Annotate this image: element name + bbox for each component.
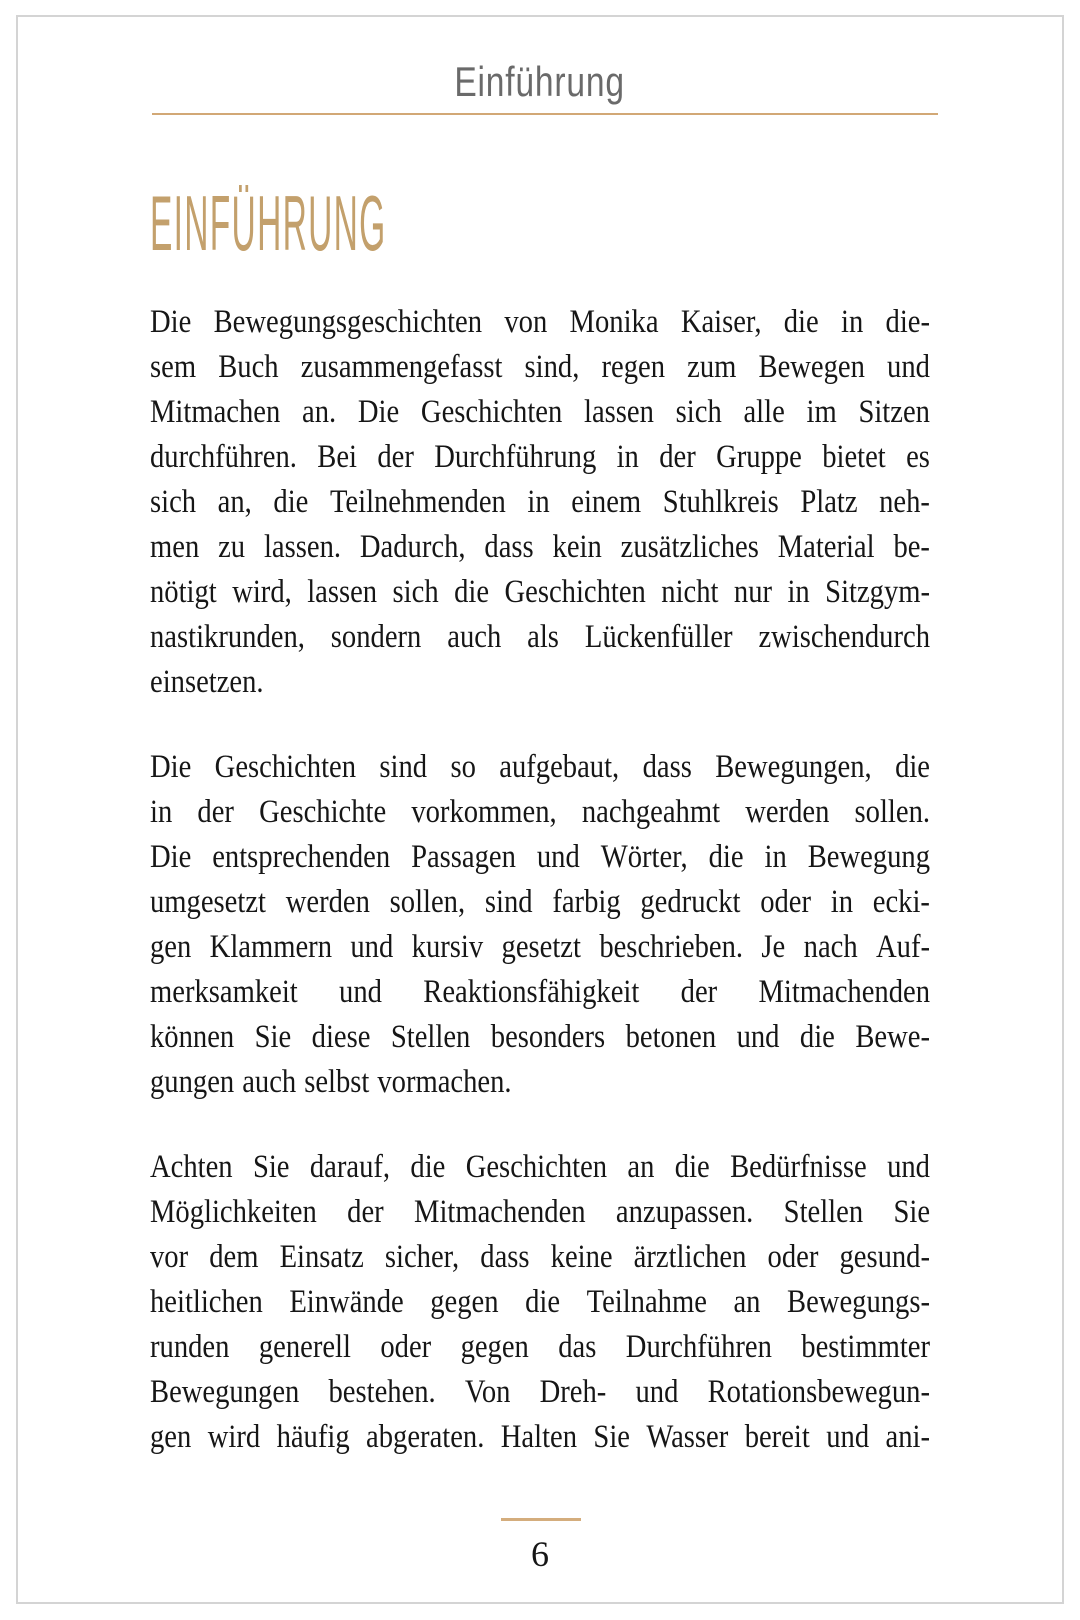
word: es (906, 439, 930, 475)
word: besonders (490, 1019, 606, 1055)
word: Geschichten (214, 749, 357, 785)
word: das (558, 1329, 597, 1365)
word: abgeraten. (366, 1419, 485, 1455)
word: Die (150, 749, 192, 785)
word: generell (258, 1329, 351, 1365)
word: nötigt (150, 574, 217, 610)
word: Stuhlkreis (662, 484, 779, 520)
word: nicht (661, 574, 719, 610)
word: sollen, (389, 884, 466, 920)
word: umgesetzt (150, 884, 266, 920)
word: die (525, 1284, 561, 1320)
word: Reaktionsfähigkeit (423, 974, 640, 1010)
word: Sie (893, 1194, 931, 1230)
word: in (841, 304, 864, 340)
word: Bedürfnisse (730, 1149, 867, 1185)
word: Halten (500, 1419, 578, 1455)
word: und (887, 349, 930, 385)
word: häufig (276, 1419, 350, 1455)
word: sondern (330, 619, 422, 655)
word: Stellen (390, 1019, 471, 1055)
text-line (150, 1190, 930, 1235)
text-line (150, 435, 930, 480)
text-line (150, 835, 930, 880)
word: der (659, 439, 696, 475)
word: Mitmachenden (758, 974, 931, 1010)
word: nachgeahmt (581, 794, 721, 830)
word: sich (392, 574, 439, 610)
word: vormachen. (377, 1064, 512, 1100)
word: Die (357, 394, 400, 430)
text-line (150, 480, 930, 525)
word: als (527, 619, 559, 655)
word: Passagen (411, 839, 516, 875)
word: ani- (885, 1419, 931, 1455)
word: Bewegungen (150, 1374, 300, 1410)
word: in (527, 484, 550, 520)
word: Von (464, 1374, 511, 1410)
word: Bei (317, 439, 357, 475)
word: Mitmachenden (414, 1194, 586, 1230)
word: im (806, 394, 837, 430)
word: zu (218, 529, 246, 565)
word: der (680, 974, 718, 1010)
word: bereit (744, 1419, 810, 1455)
word: Wasser (646, 1419, 729, 1455)
word: und (826, 1419, 870, 1455)
word: Achten (150, 1149, 233, 1185)
text-line (150, 660, 930, 705)
text-line (150, 1145, 930, 1190)
paragraph (150, 1145, 930, 1460)
word: zusätzliches (620, 529, 759, 565)
word: in (616, 439, 639, 475)
word: die (799, 1019, 835, 1055)
text-line (150, 1060, 930, 1105)
word: Die (150, 304, 192, 340)
word: zwischendurch (758, 619, 931, 655)
word: an. (301, 394, 337, 430)
word: sind (484, 884, 533, 920)
word: bietet (822, 439, 886, 475)
text-line (150, 1280, 930, 1325)
word: auch (242, 1064, 297, 1100)
text-line (150, 745, 930, 790)
paragraph (150, 300, 930, 705)
word: gesetzt (501, 929, 581, 965)
word: anzupassen. (615, 1194, 754, 1230)
word: Bewe- (855, 1019, 930, 1055)
word: dem (209, 1239, 259, 1275)
word: Auf- (876, 929, 931, 965)
word: oder (380, 1329, 432, 1365)
text-line (150, 970, 930, 1015)
word: so (450, 749, 476, 785)
word: Teilnehmenden (329, 484, 506, 520)
word: Sitzgym- (825, 574, 931, 610)
word: gedruckt (640, 884, 741, 920)
word: be- (893, 529, 930, 565)
word: aufgebaut, (499, 749, 620, 785)
word: auch (447, 619, 502, 655)
word: die (273, 484, 309, 520)
text-line (150, 300, 930, 345)
word: die (674, 1149, 710, 1185)
word: an, (217, 484, 252, 520)
word: Einwände (289, 1284, 404, 1320)
word: ärztlichen (633, 1239, 747, 1275)
word: wird (207, 1419, 261, 1455)
word: runden (150, 1329, 230, 1365)
word: bestehen. (328, 1374, 436, 1410)
word: durchführen. (150, 439, 297, 475)
text-line (150, 925, 930, 970)
word: alle (743, 394, 785, 430)
word: sich (675, 394, 722, 430)
word: lassen (584, 394, 654, 430)
text-line (150, 1015, 930, 1060)
word: in (787, 574, 810, 610)
word: nach (803, 929, 858, 965)
word: diese (311, 1019, 371, 1055)
word: Sie (593, 1419, 630, 1455)
text-line (150, 345, 930, 390)
header-rule (152, 113, 938, 115)
word: entsprechenden (212, 839, 391, 875)
word: von (504, 304, 548, 340)
word: der (347, 1194, 384, 1230)
paragraph (150, 745, 930, 1105)
word: dass (480, 1239, 530, 1275)
word: an (627, 1149, 655, 1185)
word: werden (745, 794, 830, 830)
word: oder (767, 1239, 819, 1275)
word: gesund- (839, 1239, 931, 1275)
text-line (150, 1415, 930, 1460)
word: sind (379, 749, 428, 785)
word: nastikrunden, (150, 619, 305, 655)
word: Teilnahme (586, 1284, 707, 1320)
word: Je (761, 929, 786, 965)
word: Dreh- (539, 1374, 607, 1410)
word: sicher, (384, 1239, 460, 1275)
word: Kaiser, (680, 304, 762, 340)
word: bestimmter (801, 1329, 930, 1365)
word: beschrieben. (599, 929, 744, 965)
word: Lückenfüller (584, 619, 733, 655)
word: Dadurch, (359, 529, 466, 565)
word: sich (150, 484, 197, 520)
word: die (895, 749, 931, 785)
word: Möglichkeiten (150, 1194, 317, 1230)
word: dass (484, 529, 534, 565)
word: lassen (307, 574, 378, 610)
word: Geschichten (504, 574, 646, 610)
word: Bewegungs- (787, 1284, 931, 1320)
word: oder (760, 884, 812, 920)
page-number: 6 (531, 1534, 549, 1574)
word: merksamkeit (150, 974, 298, 1010)
word: sem (150, 349, 197, 385)
word: und (536, 839, 580, 875)
word: gungen (150, 1064, 235, 1100)
word: an (733, 1284, 761, 1320)
word: Sitzen (858, 394, 930, 430)
word: gegen (460, 1329, 529, 1365)
text-line (150, 615, 930, 660)
word: vorkommen, (411, 794, 557, 830)
word: die- (885, 304, 931, 340)
text-line (150, 390, 930, 435)
word: Durchführen (625, 1329, 772, 1365)
word: Sie (252, 1149, 290, 1185)
word: Mitmachen (150, 394, 281, 430)
word: Monika (569, 304, 659, 340)
running-header (0, 56, 1080, 108)
footer-rule (501, 1518, 581, 1521)
word: sind, (524, 349, 580, 385)
word: Platz (800, 484, 858, 520)
word: vor (150, 1239, 189, 1275)
word: die (708, 839, 744, 875)
word: die (783, 304, 819, 340)
word: und (887, 1149, 930, 1185)
word: nur (733, 574, 773, 610)
word: einsetzen. (150, 664, 264, 700)
word: Die (150, 839, 192, 875)
word: kein (552, 529, 602, 565)
word: in (830, 884, 854, 920)
text-line (150, 1235, 930, 1280)
word: sollen. (854, 794, 931, 830)
word: und (736, 1019, 780, 1055)
word: Material (777, 529, 875, 565)
word: Bewegungen, (715, 749, 872, 785)
word: Bewegen (758, 349, 865, 385)
word: einem (571, 484, 642, 520)
word: regen (601, 349, 666, 385)
word: Wörter, (600, 839, 688, 875)
text-line (150, 525, 930, 570)
word: gen (150, 929, 192, 965)
word: zum (687, 349, 737, 385)
word: und (635, 1374, 679, 1410)
word: betonen (625, 1019, 717, 1055)
page-title-label: EINFÜHRUNG (150, 179, 387, 267)
word: der (197, 794, 234, 830)
word: Bewegung (807, 839, 931, 875)
running-header-label: Einführung (454, 58, 626, 105)
word: dass (642, 749, 692, 785)
word: Geschichten (465, 1149, 608, 1185)
word: Buch (218, 349, 279, 385)
word: kursiv (411, 929, 484, 965)
word: selbst (304, 1064, 370, 1100)
word: Klammern (209, 929, 332, 965)
word: Rotationsbewegun- (707, 1374, 930, 1410)
word: ecki- (872, 884, 930, 920)
page-title (150, 179, 700, 267)
word: der (377, 439, 414, 475)
word: Bewegungsgeschichten (213, 304, 483, 340)
word: die (410, 1149, 446, 1185)
text-line (150, 790, 930, 835)
word: Stellen (783, 1194, 864, 1230)
word: können (150, 1019, 235, 1055)
text-line (150, 570, 930, 615)
word: Geschichte (259, 794, 387, 830)
word: wird, (232, 574, 292, 610)
word: Durchführung (434, 439, 597, 475)
text-line (150, 1325, 930, 1370)
word: lassen. (263, 529, 342, 565)
word: Einsatz (279, 1239, 364, 1275)
word: Sie (254, 1019, 292, 1055)
text-line (150, 880, 930, 925)
word: farbig (552, 884, 621, 920)
word: in (150, 794, 173, 830)
word: zusammengefasst (300, 349, 503, 385)
word: gen (150, 1419, 192, 1455)
word: und (339, 974, 382, 1010)
word: gegen (430, 1284, 499, 1320)
word: heitlichen (150, 1284, 263, 1320)
word: men (150, 529, 200, 565)
text-line (150, 1370, 930, 1415)
body-text (150, 300, 930, 1500)
word: die (454, 574, 490, 610)
word: in (764, 839, 787, 875)
word: werden (285, 884, 370, 920)
word: keine (550, 1239, 613, 1275)
word: darauf, (309, 1149, 391, 1185)
word: neh- (879, 484, 930, 520)
word: und (350, 929, 394, 965)
word: Gruppe (716, 439, 802, 475)
word: Geschichten (420, 394, 563, 430)
